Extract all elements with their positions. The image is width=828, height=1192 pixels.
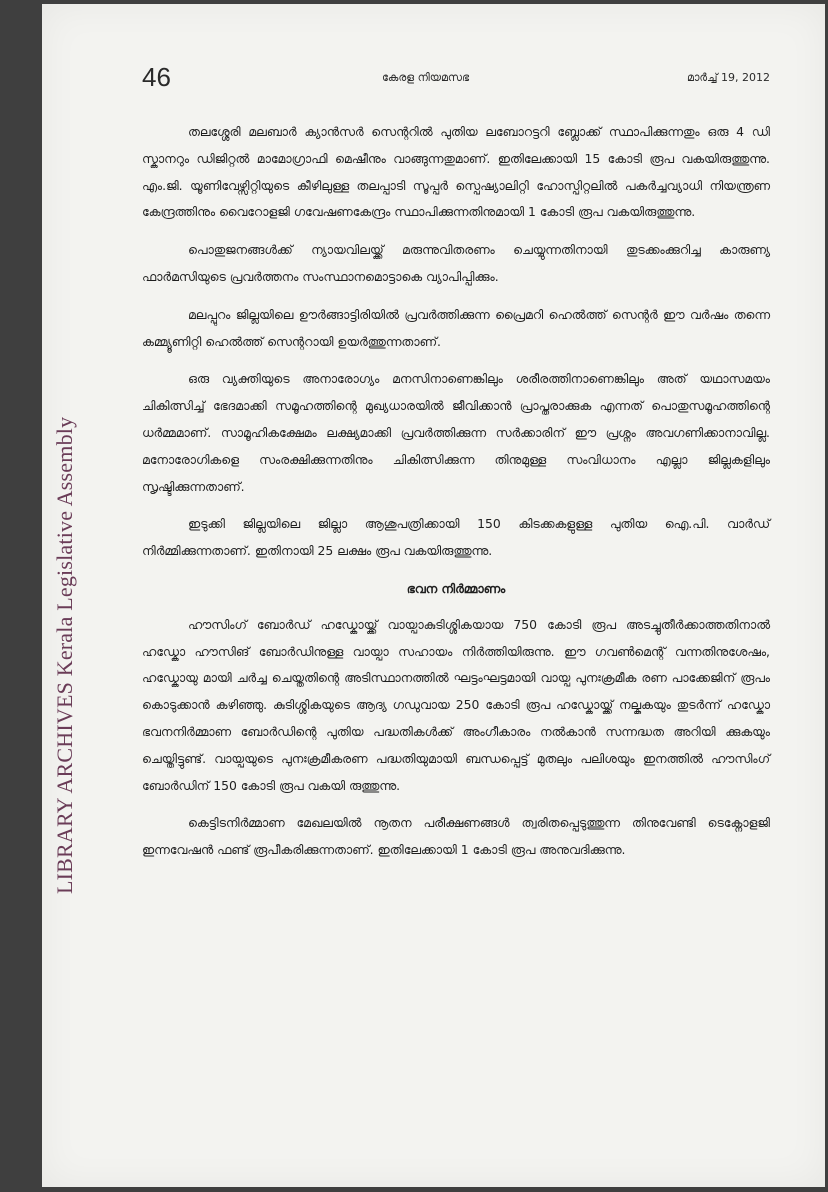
archive-watermark: LIBRARY ARCHIVES Kerala Legislative Assembly — [52, 416, 77, 894]
running-date: മാർച്ച് 19, 2012 — [686, 71, 770, 84]
paragraph-cancer-centre: തലശ്ശേരി മലബാർ ക്യാൻസർ സെന്ററിൽ പുതിയ ലബോറട്ടറി ബ്ലോക്ക് സ്ഥാപിക്കുന്നതും ഒരു 4 ഡി സ്കാനറും ഡിജിറ്റൽ മാമോഗ്രാഫി മെഷീനും വാങ്ങുന്നതുമാണ്. ഇതിലേക്കായി 15 കോടി രൂപ വകയിരുത്തുന്നു. എം.ജി. യൂണിവേഴ്സിറ്റിയുടെ കീഴിലുള്ള തലപ്പാടി സൂപ്പർ സ്പെഷ്യാലിറ്റി ഹോസ്പിറ്റലിൽ പകർച്ചവ്യാധി നിയന്ത്രണ കേന്ദ്രത്തിനും വൈറോളജി ഗവേഷണകേന്ദ്രം സ്ഥാപിക്കുന്നതിനുമായി 1 കോടി രൂപ വകയിരുത്തുന്നു. — [142, 124, 770, 220]
document-page — [42, 4, 825, 1187]
running-title: കേരള നിയമസഭ — [382, 71, 470, 84]
page-body — [142, 119, 770, 875]
paragraph-health-centre: മലപ്പുറം ജില്ലയിലെ ഊർങ്ങാട്ടിരിയിൽ പ്രവർത്തിക്കുന്ന പ്രൈമറി ഹെൽത്ത് സെന്റർ ഈ വർഷം തന്നെ കമ്മ്യൂണിറ്റി ഹെൽത്ത് സെന്ററായി ഉയർത്തുന്നതാണ്. — [142, 306, 770, 349]
paragraph-technology-fund: കെട്ടിടനിർമ്മാണ മേഖലയിൽ നൂതന പരീക്ഷണങ്ങൾ ത്വരിതപ്പെടുത്തുന്ന തിനുവേണ്ടി ടെക്നോളജി ഇന്നവേഷൻ ഫണ്ട് രൂപീകരിക്കുന്നതാണ്. ഇതിലേക്കായി 1 കോടി രൂപ അനുവദിക്കുന്നു. — [142, 815, 770, 858]
paragraph-housing-board: ഹൗസിംഗ് ബോർഡ് ഹഡ്കോയ്ക്ക് വായ്പാകുടിശ്ശികയായ 750 കോടി രൂപ അടച്ചുതീർക്കാത്തതിനാൽ ഹഡ്കോ ഹൗസിങ് ബോർഡിനുള്ള വായ്പാ സഹായം നിർത്തിയിരുന്നു. ഈ ഗവൺമെന്റ് വന്നതിനുശേഷം, ഹഡ്കോയു മായി ചർച്ച ചെയ്തതിന്റെ അടിസ്ഥാനത്തിൽ ഘട്ടംഘട്ടമായി വായ്പ പുനഃക്രമീക രണ പാക്കേജിന് രൂപം കൊടുക്കാൻ കഴിഞ്ഞു. കുടിശ്ശികയുടെ ആദ്യ ഗഡുവായ 250 കോടി രൂപ ഹഡ്കോയ്ക്ക് നല്കുകയും തുടർന്ന് ഹഡ്കോ ഭവനനിർമ്മാണ ബോർഡിന്റെ പുതിയ പദ്ധതികൾക്ക് അംഗീകാരം നൽകാൻ സന്നദ്ധത അറിയി ക്കുകയും ചെയ്തിട്ടുണ്ട്. വായ്പയുടെ പുനഃക്രമീകരണ പദ്ധതിയുമായി ബന്ധപ്പെട്ട് മുതലും പലിശയും ഇനത്തിൽ ഹൗസിംഗ് ബോർഡിന് 150 കോടി രൂപ വകയി രുത്തുന്നു. — [142, 616, 770, 793]
page-header — [142, 62, 770, 96]
page-number: 46 — [142, 62, 171, 92]
paragraph-mental-health: ഒരു വ്യക്തിയുടെ അനാരോഗ്യം മനസിനാണെങ്കിലും ശരീരത്തിനാണെങ്കിലും അത് യഥാസമയം ചികിത്സിച്ച് ഭേദമാക്കി സമൂഹത്തിന്റെ മുഖ്യധാരയിൽ ജീവിക്കാൻ പ്രാപ്തരാക്കുക എന്നത് പൊതുസമൂഹത്തിന്റെ ധർമ്മമാണ്. സാമൂഹികക്ഷേമം ലക്ഷ്യമാക്കി പ്രവർത്തിക്കുന്ന സർക്കാരിന് ഈ പ്രശ്നം അവഗണിക്കാനാവില്ല. മനോരോഗികളെ സംരക്ഷിക്കുന്നതിനും ചികിത്സിക്കുന്ന തിനുമുള്ള സംവിധാനം എല്ലാ ജില്ലകളിലും സൃഷ്ടിക്കുന്നതാണ്. — [142, 371, 770, 494]
paragraph-karunya-pharmacy: പൊതുജനങ്ങൾക്ക് ന്യായവിലയ്ക്ക് മരുന്നുവിതരണം ചെയ്യുന്നതിനായി തുടക്കംക്കുറിച്ച കാരുണ്യ ഫാർമസിയുടെ പ്രവർത്തനം സംസ്ഥാനമൊട്ടാകെ വ്യാപിപ്പിക്കും. — [142, 242, 770, 284]
section-heading-housing: ഭവന നിർമ്മാണം — [406, 580, 506, 596]
paragraph-idukki-hospital: ഇടുക്കി ജില്ലയിലെ ജില്ലാ ആശുപത്രിക്കായി 150 കിടക്കകളുള്ള പുതിയ ഐ.പി. വാർഡ് നിർമ്മിക്കുന്നതാണ്. ഇതിനായി 25 ലക്ഷം രൂപ വകയിരുത്തുന്നു. — [142, 516, 770, 559]
